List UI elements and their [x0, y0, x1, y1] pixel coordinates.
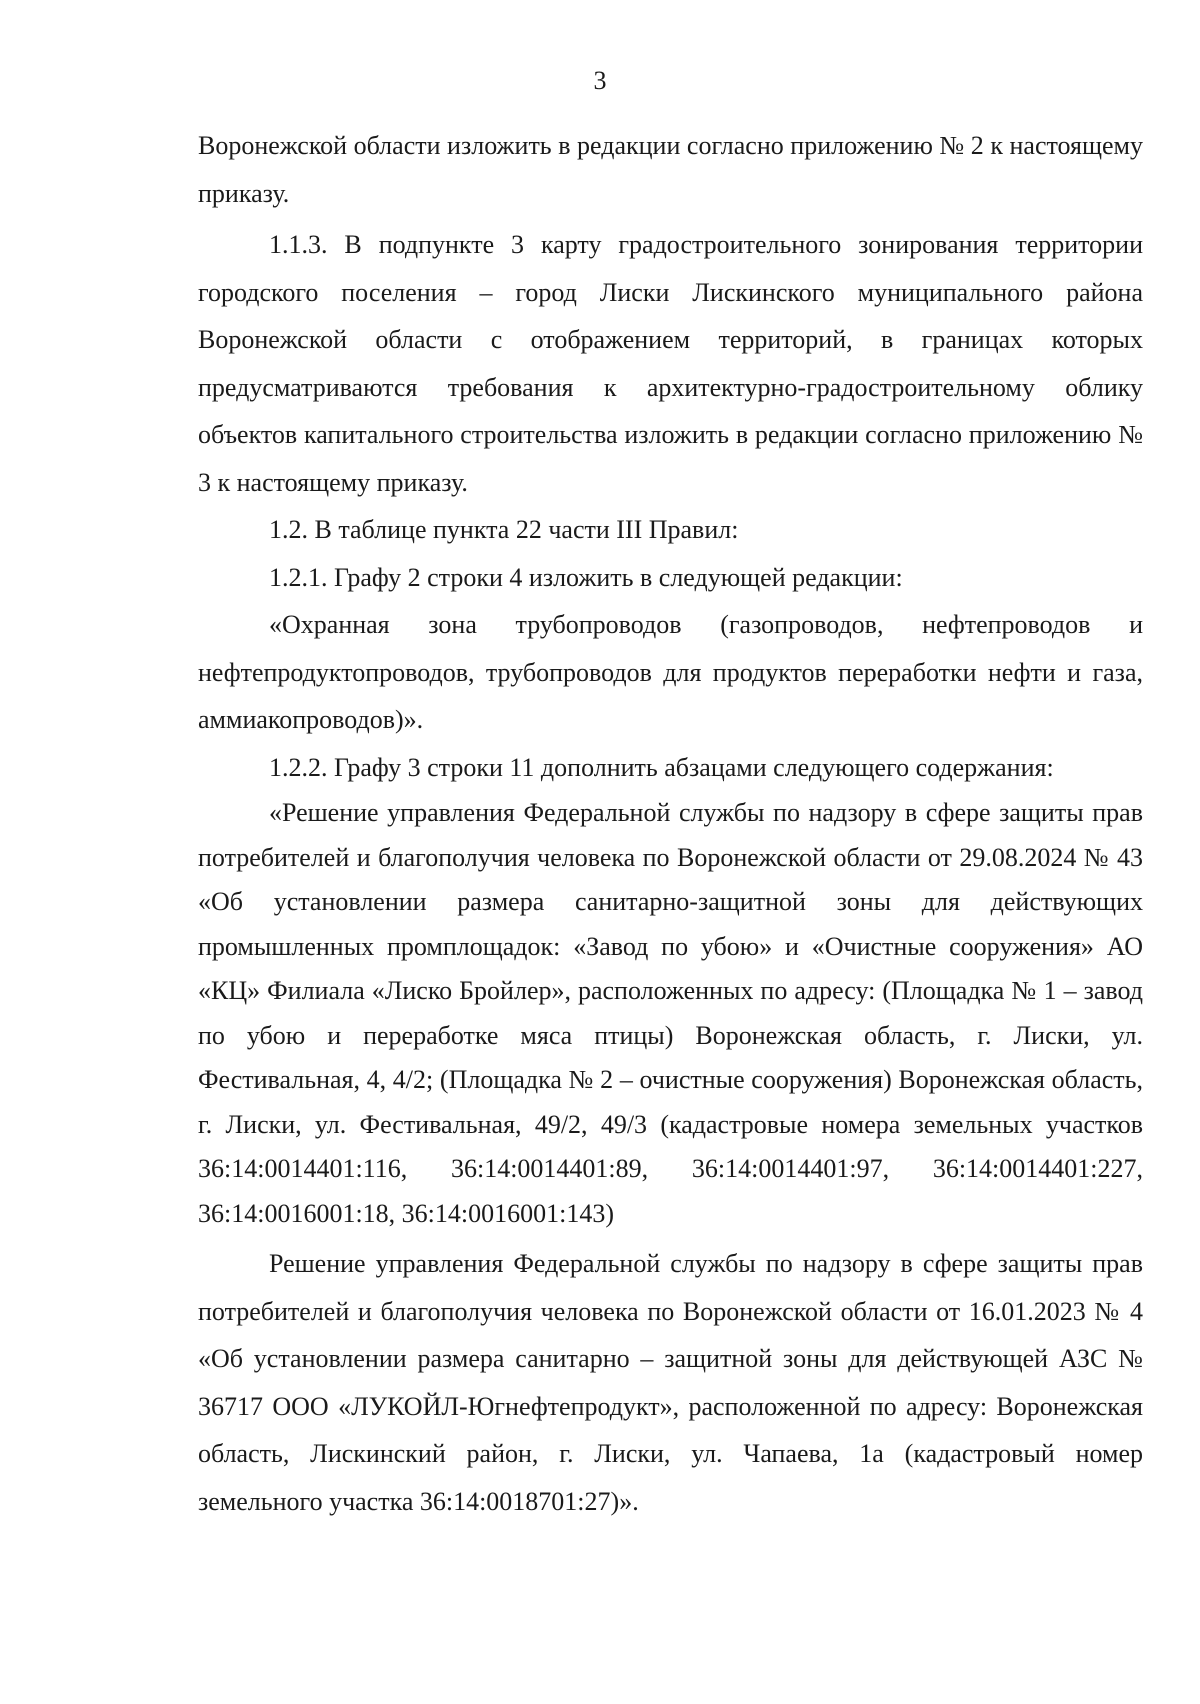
paragraph-1-2-2: 1.2.2. Графу 3 строки 11 дополнить абзацами следующего содержания:	[269, 752, 1054, 782]
paragraph-quote-pipeline-zone: «Охранная зона трубопроводов (газопроводов, нефтепроводов и нефтепродуктопроводов, трубопроводов для продуктов переработки нефти и газа, аммиакопроводов)».	[198, 610, 1143, 734]
paragraph-1-1-3: 1.1.3. В подпункте 3 карту градостроительного зонирования территории городского поселения – город Лиски Лискинского муниципального района Воронежской области с отображением территорий, в границах которых предусматриваются требования к архитектурно-градостроительному облику объектов капитального строительства изложить в редакции согласно приложению № 3 к настоящему приказу.	[198, 230, 1143, 497]
page-number: 3	[593, 66, 607, 95]
paragraph-decision-lukoil: Решение управления Федеральной службы по надзору в сфере защиты прав потребителей и благополучия человека по Воронежской области от 16.01.2023 № 4 «Об установлении размера санитарно – защитной зоны для действующей АЗС № 36717 ООО «ЛУКОЙЛ-Югнефтепродукт», расположенной по адресу: Воронежская область, Лискинский район, г. Лиски, ул. Чапаева, 1а (кадастровый номер земельного участка 36:14:0018701:27)».	[198, 1249, 1143, 1516]
paragraph-decision-lisko-broiler: «Решение управления Федеральной службы по надзору в сфере защиты прав потребителей и благополучия человека по Воронежской области от 29.08.2024 № 43 «Об установлении размера санитарно-защитной зоны для действующих промышленных промплощадок: «Завод по убою» и «Очистные сооружения» АО «КЦ» Филиала «Лиско Бройлер», расположенных по адресу: (Площадка № 1 – завод по убою и переработке мяса птицы) Воронежская область, г. Лиски, ул. Фестивальная, 4, 4/2; (Площадка № 2 – очистные сооружения) Воронежская область, г. Лиски, ул. Фестивальная, 49/2, 49/3 (кадастровые номера земельных участков 36:14:0014401:116, 36:14:0014401:89, 36:14:0014401:97, 36:14:0014401:227, 36:14:0016001:18, 36:14:0016001:143)	[198, 798, 1143, 1228]
paragraph-1: Воронежской области изложить в редакции согласно приложению № 2 к настоящему приказу.	[198, 131, 1143, 208]
document-body	[198, 122, 1143, 1525]
paragraph-1-2-1: 1.2.1. Графу 2 строки 4 изложить в следующей редакции:	[269, 562, 903, 592]
paragraph-1-2: 1.2. В таблице пункта 22 части III Правил:	[269, 515, 739, 544]
